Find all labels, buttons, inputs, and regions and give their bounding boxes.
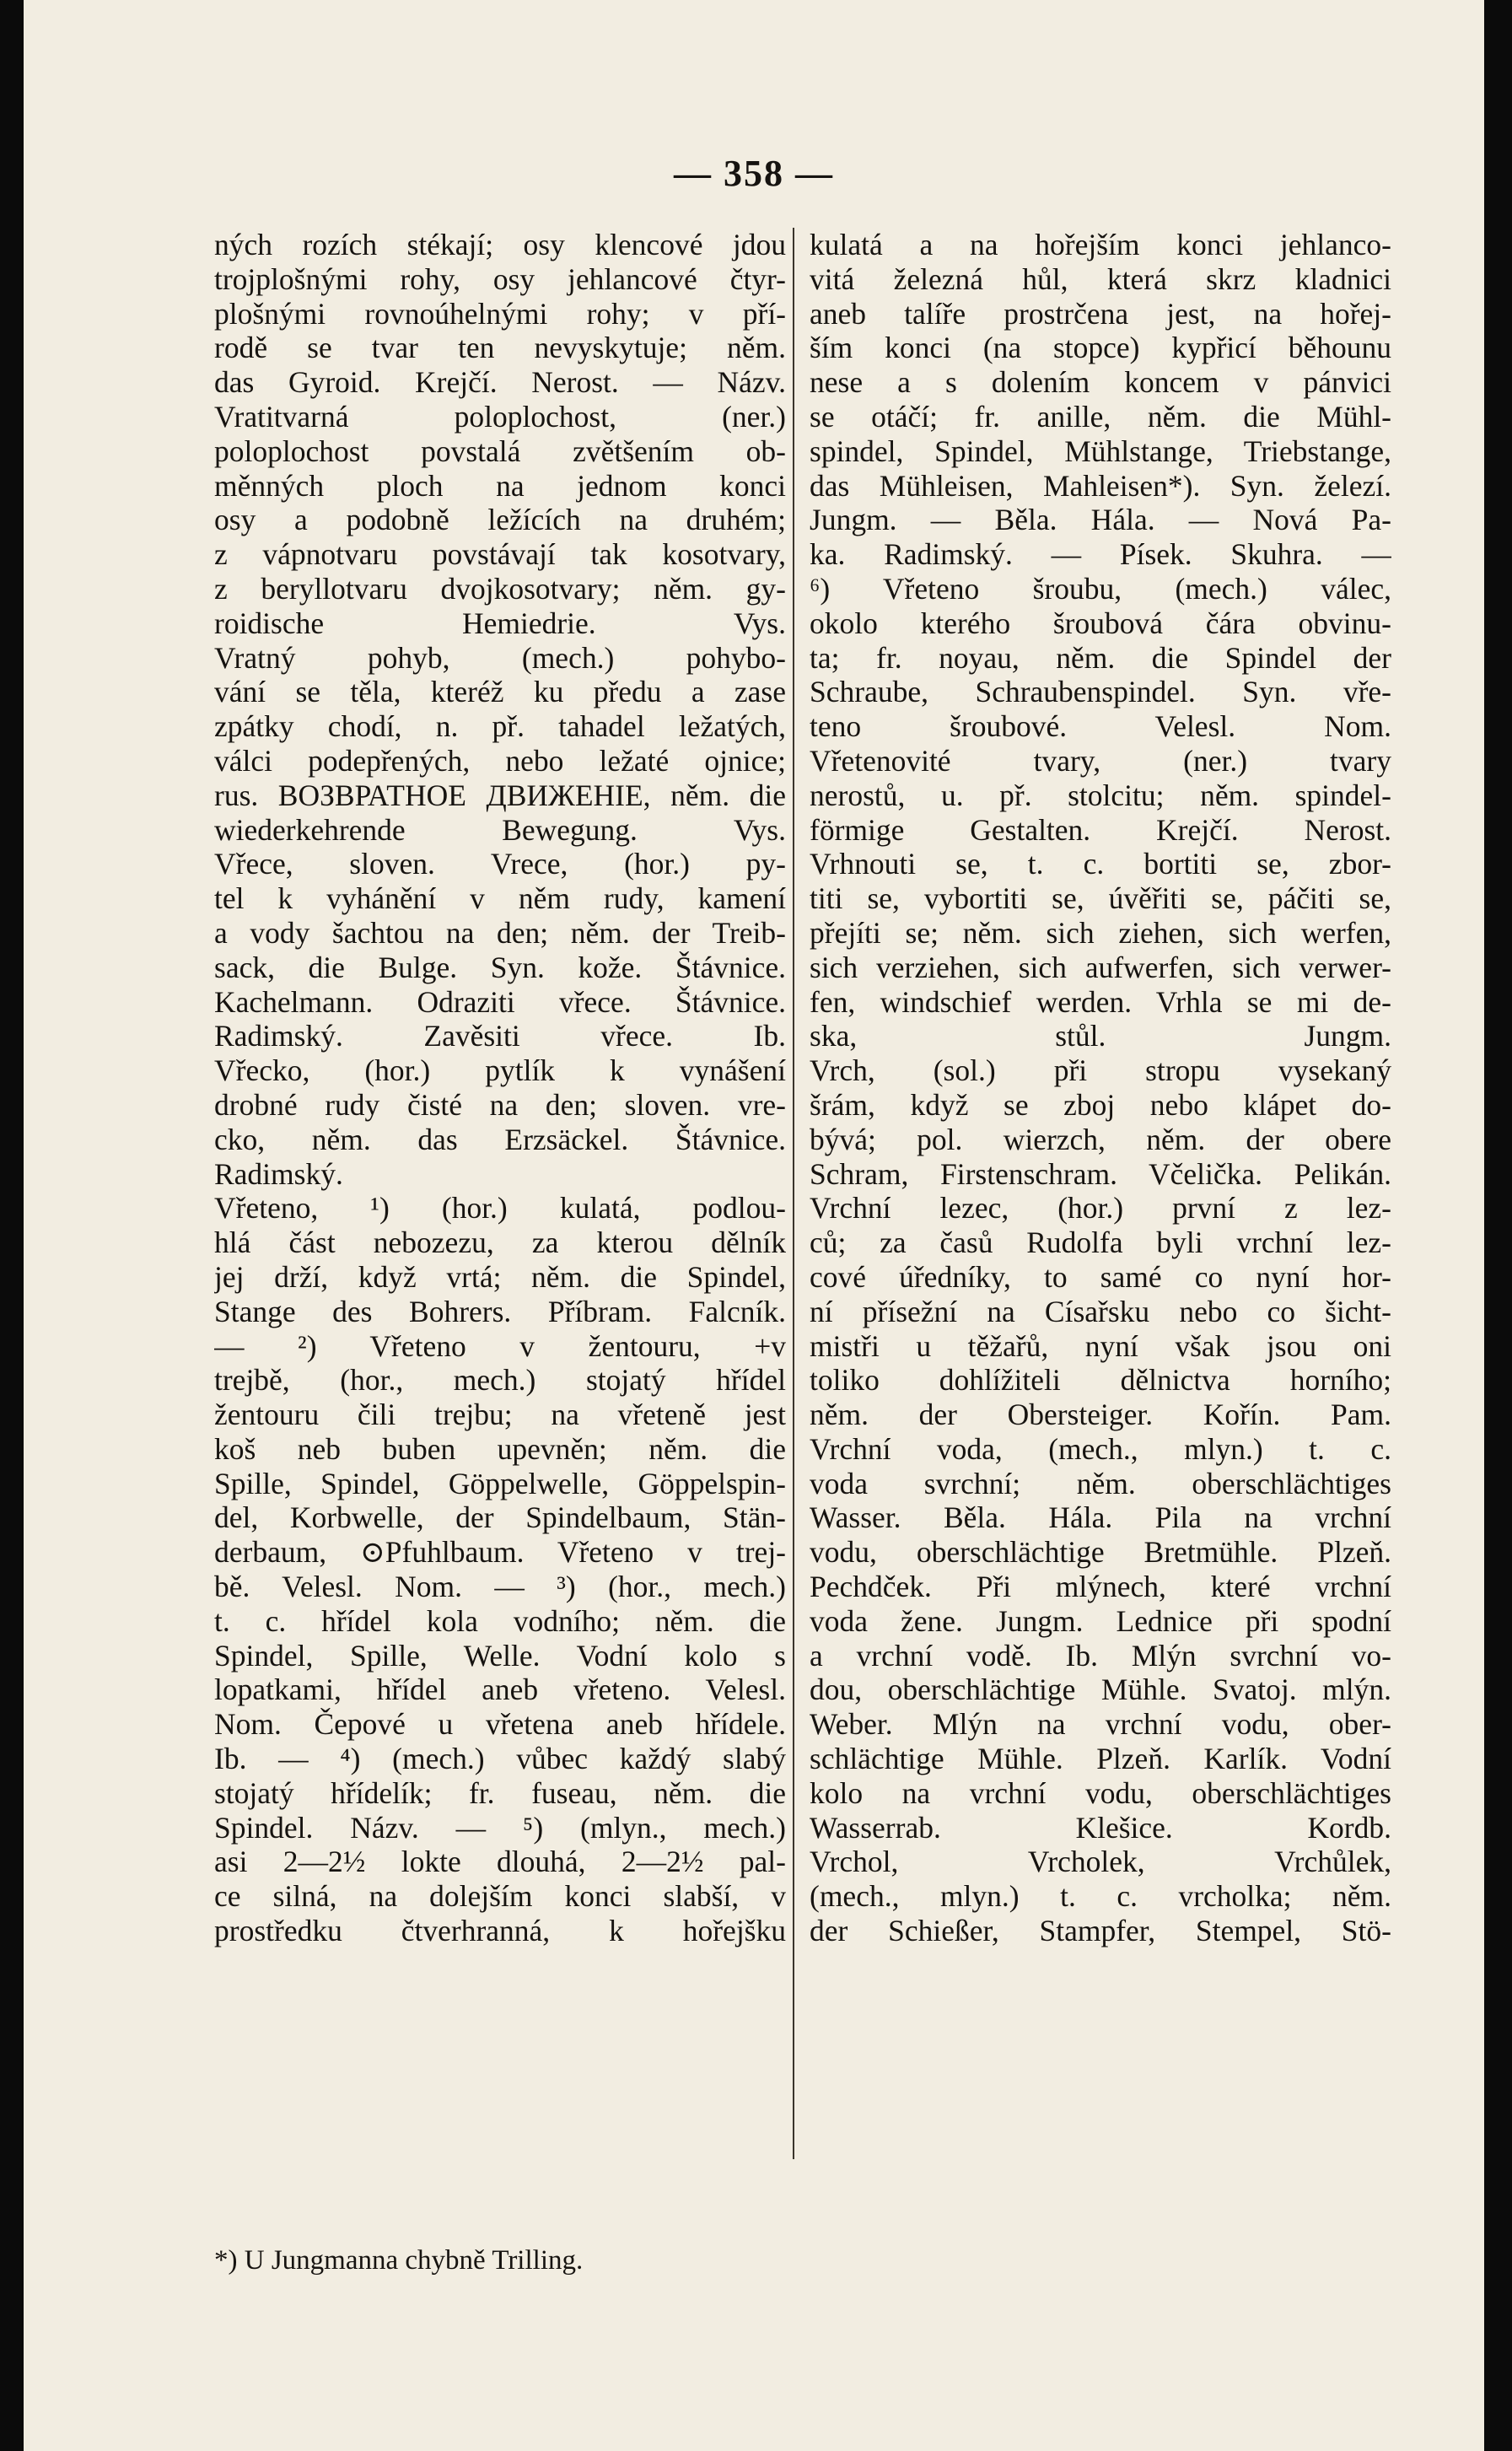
text-line: nerostů, u. př. stolcitu; něm. spindel-	[810, 778, 1391, 812]
text-line: z beryllotvaru dvojkosotvary; něm. gy-	[214, 571, 786, 606]
text-line: přejíti se; něm. sich ziehen, sich werfen,	[810, 915, 1391, 950]
text-line: Vřeteno, ¹) (hor.) kulatá, podlou-	[214, 1191, 786, 1226]
text-line: das Gyroid. Krejčí. Nerost. — Názv.	[214, 365, 786, 400]
text-line: asi 2—2½ lokte dlouhá, 2—2½ pal-	[214, 1845, 786, 1879]
text-line: der Schießer, Stampfer, Stempel, Stö-	[810, 1914, 1391, 1948]
text-line: vání se těla, kteréž ku předu a zase	[214, 675, 786, 709]
text-line: toliko dohlížiteli dělnictva horního;	[810, 1363, 1391, 1398]
text-line: Spindel. Názv. — ⁵) (mlyn., mech.)	[214, 1810, 786, 1845]
text-line: kulatá a na hořejším konci jehlanco-	[810, 228, 1391, 261]
text-line: vodu, oberschlächtige Bretmühle. Plzeň.	[810, 1535, 1391, 1570]
text-line: nese a s dolením koncem v pánvici	[810, 365, 1391, 400]
text-line: Pechdček. Při mlýnech, které vrchní	[810, 1570, 1391, 1604]
text-line: ní přísežní na Císařsku nebo co šicht-	[810, 1294, 1391, 1328]
text-line: se otáčí; fr. anille, něm. die Mühl-	[810, 399, 1391, 434]
text-line: ců; za časů Rudolfa byli vrchní lez-	[810, 1226, 1391, 1260]
text-line: derbaum, ⊙Pfuhlbaum. Vřeteno v trej-	[214, 1535, 786, 1570]
text-line: trejbě, (hor., mech.) stojatý hřídel	[214, 1363, 786, 1398]
text-line: spindel, Spindel, Mühlstange, Triebstange,	[810, 434, 1391, 468]
text-line: titi se, vybortiti se, úvěřiti se, páčiti se,	[810, 881, 1391, 916]
text-line: sack, die Bulge. Syn. kože. Štávnice.	[214, 950, 786, 984]
text-line: Nom. Čepové u vřetena aneb hřídele.	[214, 1707, 786, 1742]
text-line: lopatkami, hřídel aneb vřeteno. Velesl.	[214, 1673, 786, 1707]
text-line: Spille, Spindel, Göppelwelle, Göppelspin-	[214, 1466, 786, 1500]
text-line: šrám, když se zboj nebo klápet do-	[810, 1087, 1391, 1122]
text-line: ce silná, na dolejším konci slabší, v	[214, 1879, 786, 1914]
text-line: žentouru čili trejbu; na vřeteně jest	[214, 1398, 786, 1432]
text-line: ka. Radimský. — Písek. Skuhra. —	[810, 537, 1391, 572]
text-line: förmige Gestalten. Krejčí. Nerost.	[810, 812, 1391, 847]
text-line: Vrchní lezec, (hor.) první z lez-	[810, 1191, 1391, 1226]
text-line: ných rozích stékají; osy klencové jdou	[214, 228, 786, 261]
text-line: Vrch, (sol.) při stropu vysekaný	[810, 1053, 1391, 1088]
text-line: wiederkehrende Bewegung. Vys.	[214, 812, 786, 847]
text-line: Stange des Bohrers. Příbram. Falcník.	[214, 1294, 786, 1328]
text-line: Vřecko, (hor.) pytlík k vynášení	[214, 1053, 786, 1088]
text-line: Kachelmann. Odraziti vřece. Štávnice.	[214, 984, 786, 1019]
text-line: válci podepřených, nebo ležaté ojnice;	[214, 743, 786, 778]
text-line: — ²) Vřeteno v žentouru, +v	[214, 1328, 786, 1363]
text-line: aneb talíře prostrčena jest, na hořej-	[810, 296, 1391, 331]
text-line: Radimský.	[214, 1156, 343, 1191]
text-line: das Mühleisen, Mahleisen*). Syn. železí.	[810, 468, 1391, 503]
text-line: Vrchol, Vrcholek, Vrchůlek,	[810, 1845, 1391, 1879]
text-line: zpátky chodí, n. př. tahadel ležatých,	[214, 709, 786, 744]
text-line: stojatý hřídelík; fr. fuseau, něm. die	[214, 1775, 786, 1810]
text-line: voda žene. Jungm. Lednice při spodní	[810, 1603, 1391, 1638]
text-line: a vody šachtou na den; něm. der Treib-	[214, 915, 786, 950]
text-line: ska, stůl. Jungm.	[810, 1019, 1391, 1053]
text-line: Wasser. Běla. Hála. Pila na vrchní	[810, 1500, 1391, 1535]
text-line: Vřece, sloven. Vrece, (hor.) py-	[214, 847, 786, 881]
text-line: jej drží, když vrtá; něm. die Spindel,	[214, 1259, 786, 1294]
text-line: dou, oberschlächtige Mühle. Svatoj. mlýn.	[810, 1673, 1391, 1707]
text-line: Wasserrab. Klešice. Kordb.	[810, 1810, 1391, 1845]
text-line: měnných ploch na jednom konci	[214, 468, 786, 503]
text-line: Vřetenovité tvary, (ner.) tvary	[810, 743, 1391, 778]
text-line: bývá; pol. wierzch, něm. der obere	[810, 1122, 1391, 1156]
text-line: ta; fr. noyau, něm. die Spindel der	[810, 640, 1391, 675]
text-line: bě. Velesl. Nom. — ³) (hor., mech.)	[214, 1570, 786, 1604]
text-line: roidische Hemiedrie. Vys.	[214, 606, 786, 640]
text-line: koš neb buben upevněn; něm. die	[214, 1431, 786, 1466]
text-line: Schraube, Schraubenspindel. Syn. vře-	[810, 675, 1391, 709]
text-line: t. c. hřídel kola vodního; něm. die	[214, 1603, 786, 1638]
text-line: Vrchní voda, (mech., mlyn.) t. c.	[810, 1431, 1391, 1466]
text-line: ším konci (na stopce) kypřicí běhounu	[810, 331, 1391, 365]
text-line: Jungm. — Běla. Hála. — Nová Pa-	[810, 503, 1391, 537]
text-line: rus. ВОЗВРАТНОЕ ДВИЖЕНІЕ, něm. die	[214, 778, 786, 812]
text-line: mistři u těžařů, nyní však jsou oni	[810, 1328, 1391, 1363]
text-line: Vratný pohyb, (mech.) pohybo-	[214, 640, 786, 675]
text-line: Schram, Firstenschram. Včelička. Pelikán.	[810, 1156, 1391, 1191]
text-line: vitá železná hůl, která skrz kladnici	[810, 261, 1391, 296]
text-line: rodě se tvar ten nevyskytuje; něm.	[214, 331, 786, 365]
text-line: drobné rudy čisté na den; sloven. vre-	[214, 1087, 786, 1122]
text-line: kolo na vrchní vodu, oberschlächtiges	[810, 1775, 1391, 1810]
text-line: (mech., mlyn.) t. c. vrcholka; něm.	[810, 1879, 1391, 1914]
text-line: voda svrchní; něm. oberschlächtiges	[810, 1466, 1391, 1500]
text-line: fen, windschief werden. Vrhla se mi de-	[810, 984, 1391, 1019]
text-line: ⁶) Vřeteno šroubu, (mech.) válec,	[810, 571, 1391, 606]
text-line: poloplochost povstalá zvětšením ob-	[214, 434, 786, 468]
left-column	[214, 228, 794, 2159]
text-line: a vrchní vodě. Ib. Mlýn svrchní vo-	[810, 1638, 1391, 1673]
page-number: — 358 —	[674, 153, 834, 194]
text-line: Spindel, Spille, Welle. Vodní kolo s	[214, 1638, 786, 1673]
text-line: okolo kterého šroubová čára obvinu-	[810, 606, 1391, 640]
text-line: cové úředníky, to samé co nyní hor-	[810, 1259, 1391, 1294]
text-line: něm. der Obersteiger. Kořín. Pam.	[810, 1398, 1391, 1432]
text-line: osy a podobně ležících na druhém;	[214, 503, 786, 537]
right-column	[810, 228, 1391, 2159]
text-line: del, Korbwelle, der Spindelbaum, Stän-	[214, 1500, 786, 1535]
text-line: tel k vyhánění v něm rudy, kamení	[214, 881, 786, 916]
text-line: trojplošnými rohy, osy jehlancové čtyr-	[214, 261, 786, 296]
text-line: z vápnotvaru povstávají tak kosotvary,	[214, 537, 786, 572]
footnote: *) U Jungmanna chybně Trilling.	[214, 2245, 584, 2276]
text-line: cko, něm. das Erzsäckel. Štávnice.	[214, 1122, 786, 1156]
text-line: prostředku čtverhranná, k hořejšku	[214, 1914, 786, 1948]
text-line: Vrhnouti se, t. c. bortiti se, zbor-	[810, 847, 1391, 881]
text-line: sich verziehen, sich aufwerfen, sich verwer-	[810, 950, 1391, 984]
text-line: hlá část nebozezu, za kterou dělník	[214, 1226, 786, 1260]
text-line: teno šroubové. Velesl. Nom.	[810, 709, 1391, 744]
text-line: schlächtige Mühle. Plzeň. Karlík. Vodní	[810, 1742, 1391, 1776]
text-line: Radimský. Zavěsiti vřece. Ib.	[214, 1019, 786, 1053]
text-line: Vratitvarná poloplochost, (ner.)	[214, 399, 786, 434]
text-line: Ib. — ⁴) (mech.) vůbec každý slabý	[214, 1742, 786, 1776]
text-line: plošnými rovnoúhelnými rohy; v pří-	[214, 296, 786, 331]
text-line: Weber. Mlýn na vrchní vodu, ober-	[810, 1707, 1391, 1742]
dictionary-page	[24, 0, 1484, 2451]
